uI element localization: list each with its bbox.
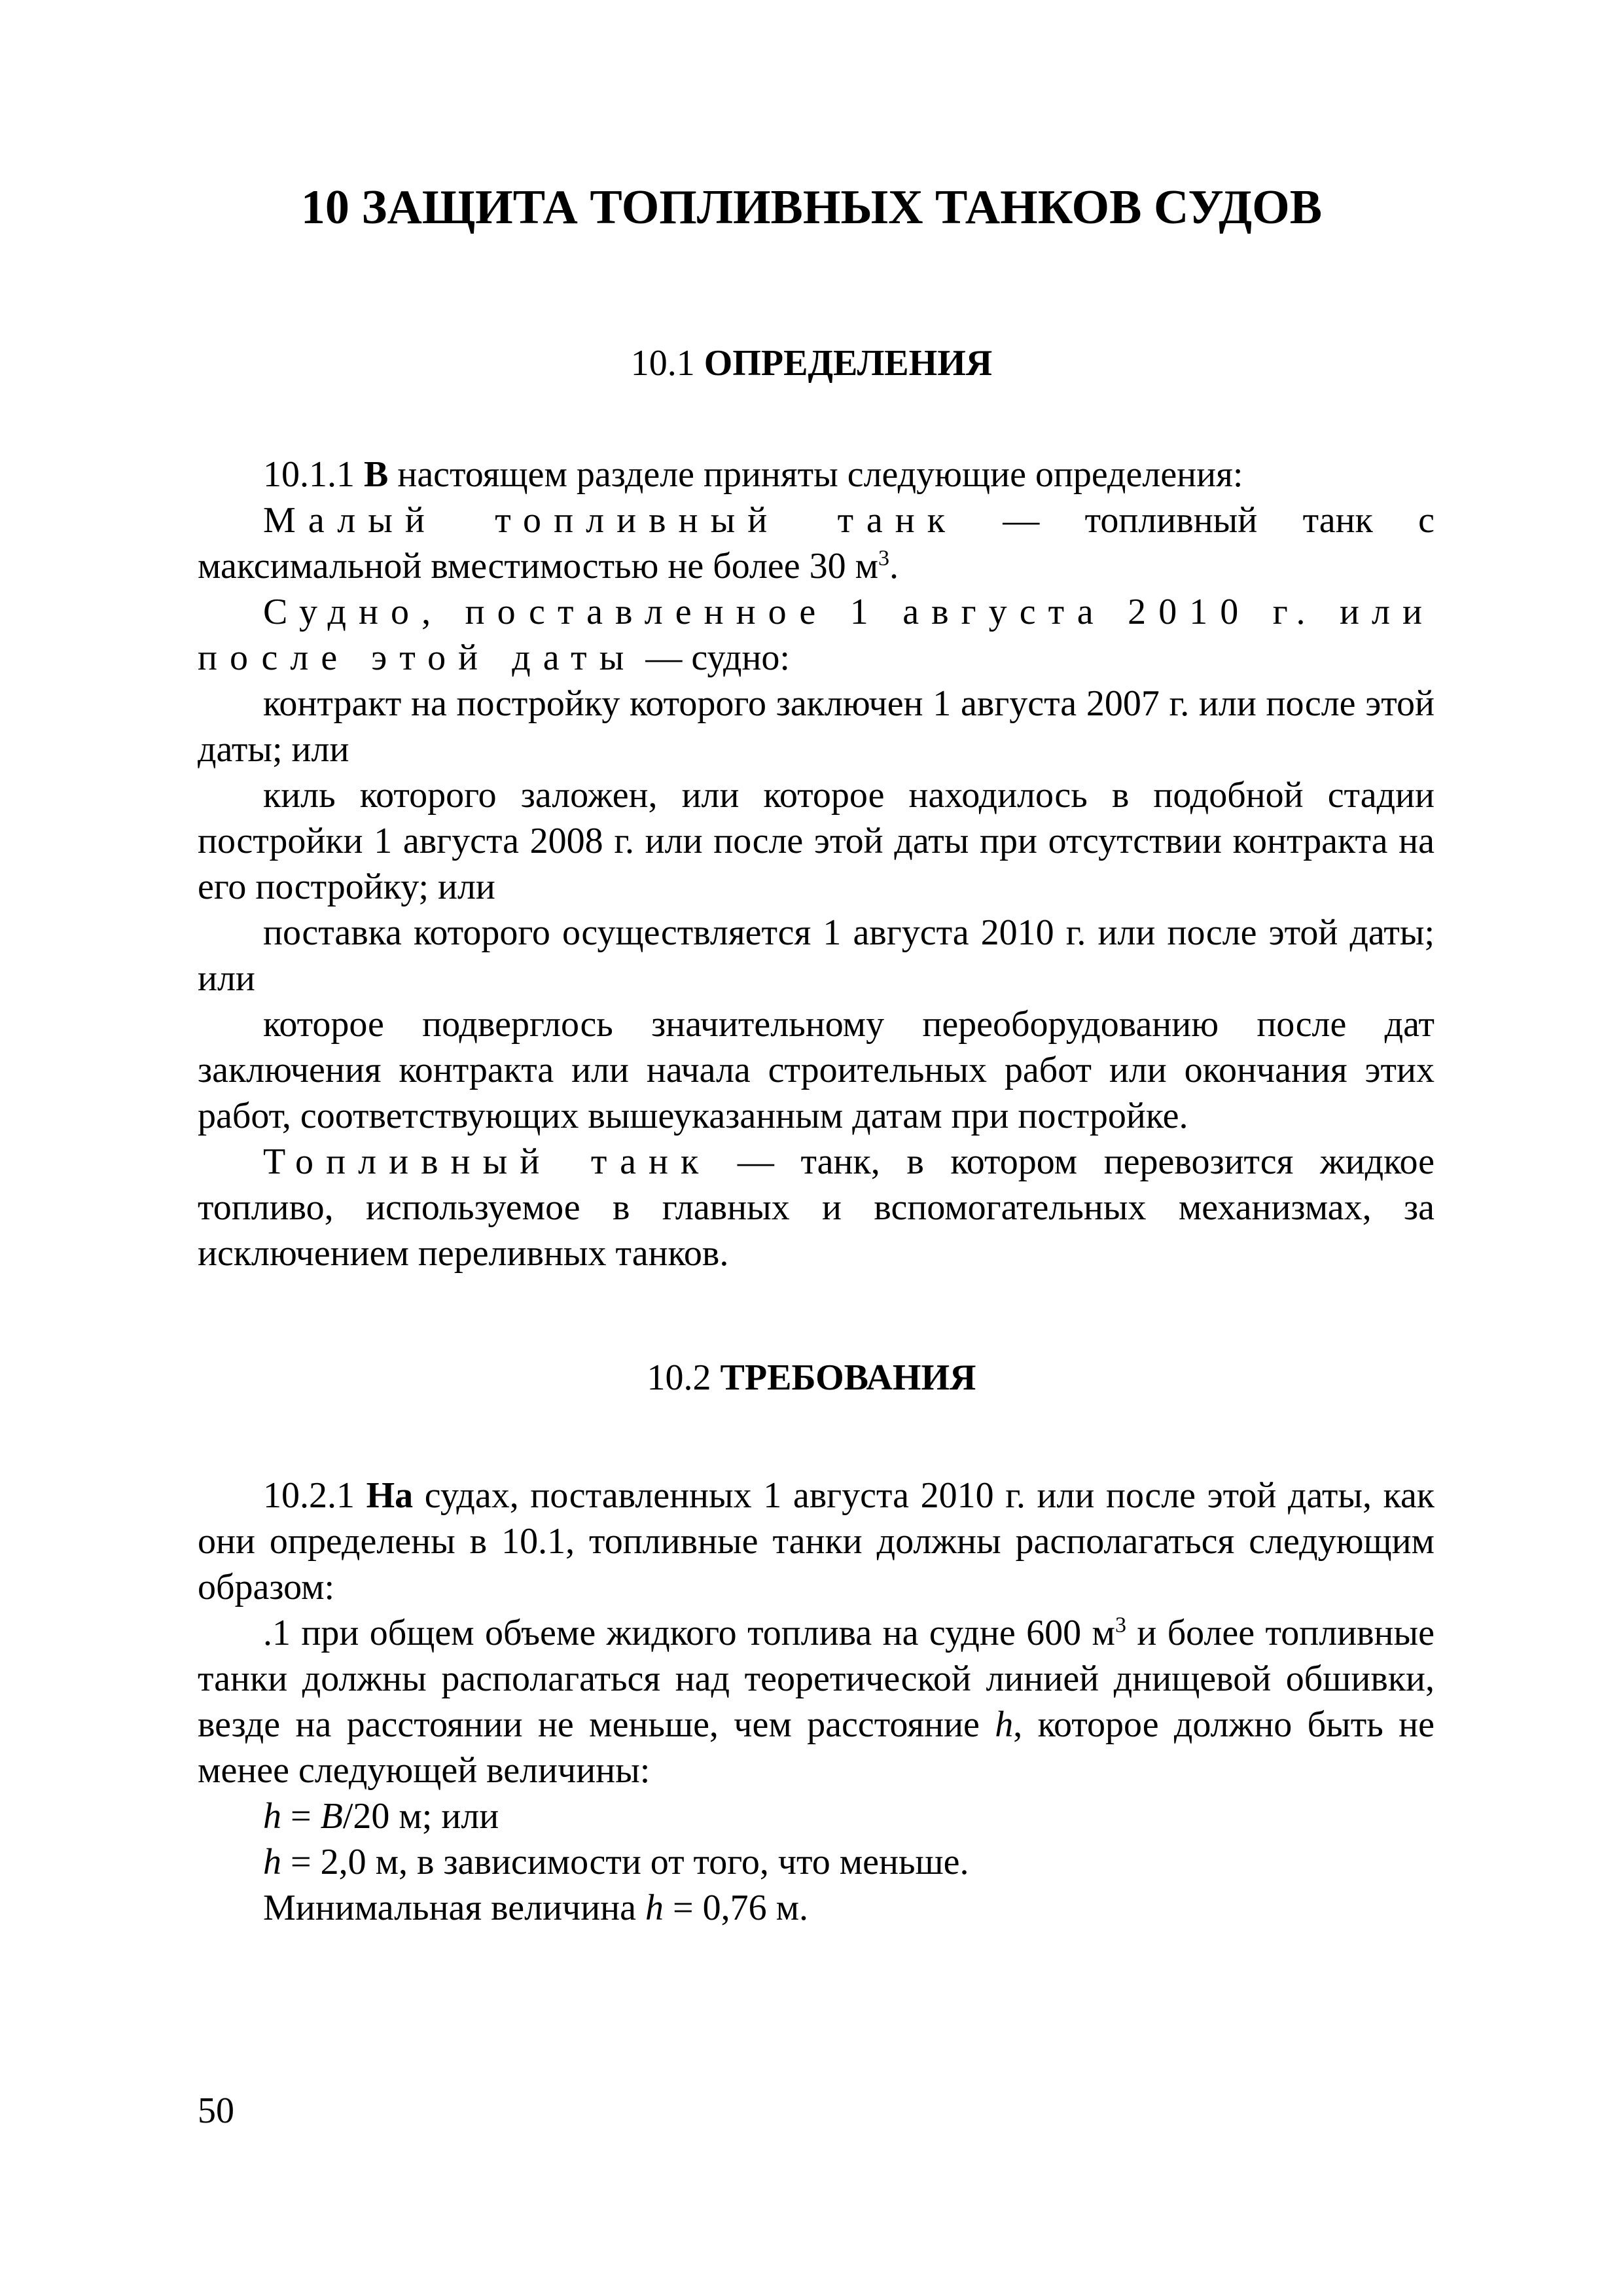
clause-10-2-1: 10.2.1 На судах, поставленных 1 августа 2010 г. или после этой даты, как они определены в 10.1, топливные танки должны располагаться следующим образом:: [198, 1475, 1435, 1607]
section-title: ОПРЕДЕЛЕНИЯ: [704, 343, 993, 384]
section-heading-10-2: [0, 1355, 1623, 1401]
list-item: киль которого заложен, или которое находилось в подобной стадии постройки 1 августа 2008 г. или после этой даты при отсутствии контракта на его постройку; или: [198, 775, 1435, 907]
section-10-1-body: [198, 452, 1435, 1276]
formula-line: h = 2,0 м, в зависимости от того, что меньше.: [263, 1842, 969, 1882]
formula-line: h = B/20 м; или: [263, 1796, 499, 1837]
list-item: которое подверглось значительному переоборудованию после дат заключения контракта или начала строительных работ или окончания этих работ, соответствующих вышеуказанным датам при постройке.: [198, 1004, 1435, 1136]
chapter-title: 10 ЗАЩИТА ТОПЛИВНЫХ ТАНКОВ СУДОВ: [300, 181, 1323, 234]
list-item: контракт на постройку которого заключен 1 августа 2007 г. или после этой даты; или: [198, 683, 1435, 770]
definition-small-fuel-tank: Малый топливный танк — топливный танк с максимальной вместимостью не более 30 $м^3$.: [198, 500, 1435, 586]
page-number: 50: [198, 2090, 234, 2131]
section-10-2-body: [198, 1473, 1435, 1931]
section-number: 10.1: [630, 343, 695, 384]
section-number: 10.2: [647, 1357, 711, 1398]
definition-fuel-tank: Топливный танк — танк, в котором перевозится жидкое топливо, используемое в главных и вспомогательных механизмах, за исключением переливных танков.: [198, 1141, 1435, 1274]
clause-10-1-1: 10.1.1 В настоящем разделе приняты следующие определения:: [263, 454, 1243, 495]
section-title: ТРЕБОВАНИЯ: [720, 1357, 976, 1398]
list-item: поставка которого осуществляется 1 августа 2010 г. или после этой даты; или: [198, 912, 1435, 999]
definition-ship-delivered: Судно, поставленное 1 августа 2010 г. или после этой даты — судно:: [198, 592, 1435, 678]
section-heading-10-1: [0, 340, 1623, 386]
requirement-item-1: .1 при общем объеме жидкого топлива на судне 600 $м^3$ и более топливные танки должны располагаться над теоретической линией днищевой обшивки, везде на расстоянии не меньше, чем расстояние h, которое должно быть не менее следующей величины:: [198, 1613, 1435, 1791]
minimum-value-line: Минимальная величина h = 0,76 м.: [263, 1888, 809, 1928]
